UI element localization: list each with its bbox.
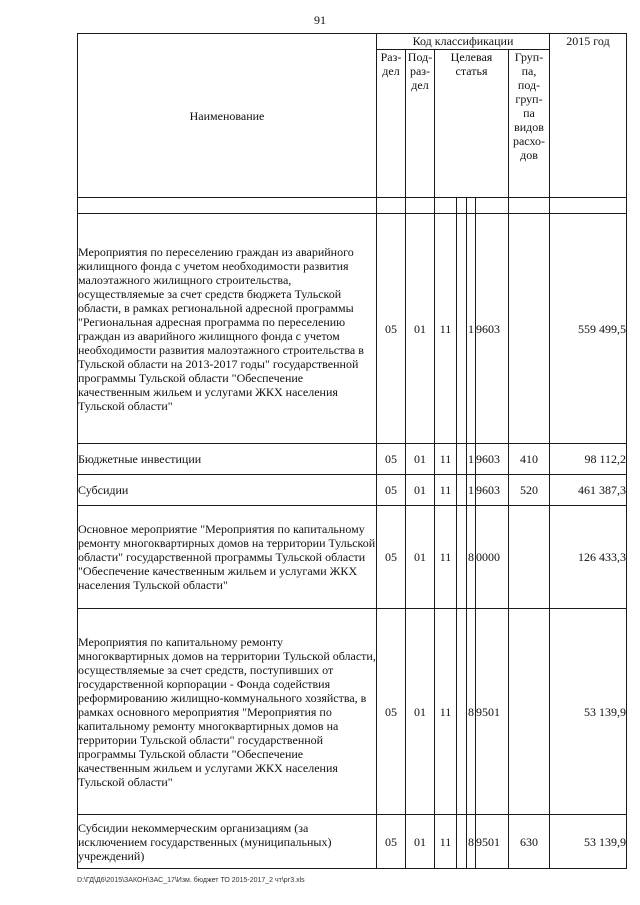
spacer-cell: [509, 198, 550, 214]
target-part2-cell: [457, 609, 467, 815]
podrazdel-cell: 01: [406, 214, 435, 444]
amount-cell: 53 139,9: [550, 815, 627, 869]
target-part2-cell: [457, 214, 467, 444]
target-part3-cell: 1: [467, 444, 476, 475]
footer-file-path: D:\ГД\Д6\2015\ЗАКОН\ЗАС_17\Изм. бюджет ТО 2015-2017_2 чт\рг3.xls: [77, 877, 305, 884]
target-part2-cell: [457, 475, 467, 506]
razdel-cell: 05: [377, 506, 406, 609]
target-part2-cell: [457, 444, 467, 475]
table-row: [78, 475, 627, 506]
target-part4-cell: 0000: [476, 506, 509, 609]
target-part3-cell: 1: [467, 214, 476, 444]
podrazdel-cell: 01: [406, 609, 435, 815]
row-name: Бюджетные инвестиции: [78, 444, 377, 475]
target-part4-cell: 9603: [476, 444, 509, 475]
podrazdel-header: Под- раз- дел: [406, 50, 435, 198]
spacer-cell: [550, 198, 627, 214]
target-part2-cell: [457, 506, 467, 609]
razdel-cell: 05: [377, 214, 406, 444]
target-part4-cell: 9501: [476, 609, 509, 815]
row-name: Субсидии некоммерческим организациям (за исключением государственных (муниципальных) учреждений): [78, 815, 377, 869]
target-part3-cell: 8: [467, 815, 476, 869]
target-part3-cell: 8: [467, 506, 476, 609]
target-part1-cell: 11: [435, 815, 457, 869]
expense-group-cell: 410: [509, 444, 550, 475]
podrazdel-cell: 01: [406, 444, 435, 475]
expense-group-cell: [509, 506, 550, 609]
name-column-header: Наименование: [78, 34, 377, 198]
budget-table: [77, 33, 627, 869]
target-part4-cell: 9603: [476, 475, 509, 506]
razdel-cell: 05: [377, 609, 406, 815]
table-row: [78, 444, 627, 475]
razdel-cell: 05: [377, 475, 406, 506]
target-part4-cell: 9501: [476, 815, 509, 869]
podrazdel-cell: 01: [406, 815, 435, 869]
row-name: Мероприятия по капитальному ремонту многоквартирных домов на территории Тульской области, осуществляемые за счет средств, поступивших от государственной корпорации - Фонда содействия реформированию жилищно-коммунального хозяйства, в рамках основного мероприятия "Мероприятия по капитальному ремонту многоквартирных домов на территории Тульской области" государственной программы Тульской области "Обеспечение качественным жильем и услугами ЖКХ населения Тульской области": [78, 609, 377, 815]
classification-code-header: Код классификации: [377, 34, 550, 50]
target-part3-cell: 1: [467, 475, 476, 506]
header-spacer-row: [78, 198, 627, 214]
target-part2-cell: [457, 815, 467, 869]
spacer-cell: [377, 198, 406, 214]
page-number: 91: [314, 13, 326, 27]
podrazdel-cell: 01: [406, 506, 435, 609]
row-name: Основное мероприятие "Мероприятия по капитальному ремонту многоквартирных домов на территории Тульской области" государственной программы Тульской области "Обеспечение качественным жильем и услугами ЖКХ населения Тульской области": [78, 506, 377, 609]
amount-cell: 126 433,3: [550, 506, 627, 609]
table-row: [78, 609, 627, 815]
year-column-header: 2015 год: [550, 34, 627, 198]
table-row: [78, 815, 627, 869]
header-row-top: [78, 34, 627, 50]
target-part1-cell: 11: [435, 609, 457, 815]
expense-group-header: Груп- па, под- груп- па видов расхо- дов: [509, 50, 550, 198]
table-row: [78, 214, 627, 444]
amount-cell: 98 112,2: [550, 444, 627, 475]
target-part1-cell: 11: [435, 444, 457, 475]
razdel-cell: 05: [377, 444, 406, 475]
amount-cell: 559 499,5: [550, 214, 627, 444]
expense-group-cell: [509, 214, 550, 444]
spacer-cell: [406, 198, 435, 214]
expense-group-cell: [509, 609, 550, 815]
razdel-header: Раз- дел: [377, 50, 406, 198]
spacer-cell: [467, 198, 476, 214]
target-part3-cell: 8: [467, 609, 476, 815]
row-name: Мероприятия по переселению граждан из аварийного жилищного фонда с учетом необходимости развития малоэтажного жилищного строительства, осуществляемые за счет средств бюджета Тульской области, в рамках региональной адресной программы "Региональная адресная программа по переселению граждан из аварийного жилищного фонда с учетом необходимости развития малоэтажного строительства в Тульской области на 2013-2017 годы" государственной программы Тульской области "Обеспечение качественным жильем и услугами ЖКХ населения Тульской области": [78, 214, 377, 444]
target-part4-cell: 9603: [476, 214, 509, 444]
target-article-header: Целевая статья: [435, 50, 509, 198]
expense-group-cell: 630: [509, 815, 550, 869]
table-row: [78, 506, 627, 609]
target-part1-cell: 11: [435, 214, 457, 444]
target-part1-cell: 11: [435, 475, 457, 506]
spacer-cell: [457, 198, 467, 214]
spacer-cell: [78, 198, 377, 214]
spacer-cell: [435, 198, 457, 214]
razdel-cell: 05: [377, 815, 406, 869]
row-name: Субсидии: [78, 475, 377, 506]
spacer-cell: [476, 198, 509, 214]
amount-cell: 53 139,9: [550, 609, 627, 815]
target-part1-cell: 11: [435, 506, 457, 609]
podrazdel-cell: 01: [406, 475, 435, 506]
amount-cell: 461 387,3: [550, 475, 627, 506]
expense-group-cell: 520: [509, 475, 550, 506]
